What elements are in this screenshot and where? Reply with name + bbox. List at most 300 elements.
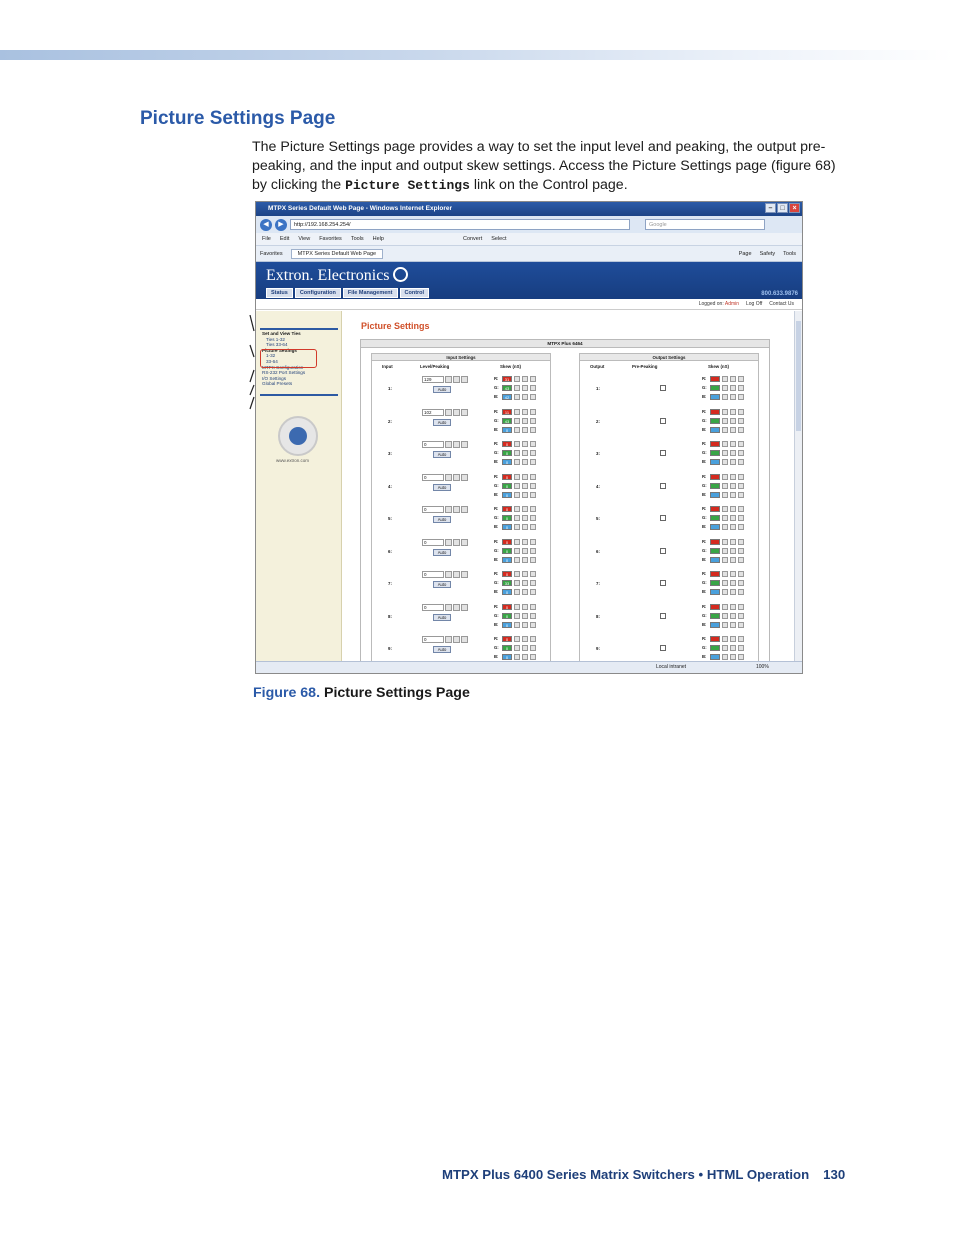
skew-value[interactable] [710, 571, 720, 577]
chevron-down-icon[interactable] [722, 394, 728, 400]
level-peaking-field[interactable]: 0 [422, 474, 444, 481]
menu-edit[interactable]: Edit [279, 236, 290, 242]
chevron-down-icon[interactable] [722, 409, 728, 415]
chevron-down-icon[interactable] [722, 604, 728, 610]
plus-icon[interactable] [522, 483, 528, 489]
skew-value[interactable]: 0 [502, 622, 512, 628]
chevron-down-icon[interactable] [722, 548, 728, 554]
skew-value[interactable]: 0 [502, 427, 512, 433]
plus-icon[interactable] [730, 492, 736, 498]
minus-icon[interactable] [530, 515, 536, 521]
skew-value[interactable]: 0 [502, 589, 512, 595]
chevron-down-icon[interactable] [514, 492, 520, 498]
minus-icon[interactable] [530, 418, 536, 424]
menu-help[interactable]: Help [372, 236, 384, 242]
skew-value[interactable]: 0 [502, 548, 512, 554]
chevron-down-icon[interactable] [445, 636, 452, 643]
minus-icon[interactable] [461, 506, 468, 513]
level-peaking-field[interactable]: 0 [422, 604, 444, 611]
plus-icon[interactable] [730, 524, 736, 530]
chevron-down-icon[interactable] [445, 506, 452, 513]
chevron-down-icon[interactable] [722, 524, 728, 530]
skew-value[interactable]: 42 [502, 394, 512, 400]
chevron-down-icon[interactable] [514, 524, 520, 530]
skew-value[interactable] [710, 515, 720, 521]
log-off-link[interactable]: Log Off [746, 301, 763, 307]
pre-peaking-checkbox[interactable] [660, 450, 666, 456]
chevron-down-icon[interactable] [514, 557, 520, 563]
skew-value[interactable] [710, 645, 720, 651]
plus-icon[interactable] [522, 409, 528, 415]
chevron-down-icon[interactable] [722, 571, 728, 577]
search-field[interactable]: Google [645, 219, 765, 230]
chevron-down-icon[interactable] [514, 474, 520, 480]
minus-icon[interactable] [738, 539, 744, 545]
skew-value[interactable] [710, 557, 720, 563]
chevron-down-icon[interactable] [445, 409, 452, 416]
browser-tab[interactable]: MTPX Series Default Web Page [291, 249, 383, 259]
scrollbar[interactable] [794, 311, 802, 662]
sidebar-item-picture-settings[interactable]: Picture Settings [262, 347, 297, 353]
skew-value[interactable]: 0 [502, 539, 512, 545]
minus-icon[interactable] [461, 539, 468, 546]
chevron-down-icon[interactable] [514, 589, 520, 595]
minus-icon[interactable] [738, 459, 744, 465]
level-peaking-field[interactable]: 0 [422, 539, 444, 546]
chevron-down-icon[interactable] [514, 506, 520, 512]
plus-icon[interactable] [522, 394, 528, 400]
plus-icon[interactable] [453, 636, 460, 643]
plus-icon[interactable] [453, 604, 460, 611]
chevron-down-icon[interactable] [722, 483, 728, 489]
minus-icon[interactable] [738, 376, 744, 382]
skew-value[interactable] [710, 409, 720, 415]
minus-icon[interactable] [738, 557, 744, 563]
minus-icon[interactable] [738, 441, 744, 447]
chevron-down-icon[interactable] [514, 418, 520, 424]
minus-icon[interactable] [461, 441, 468, 448]
chevron-down-icon[interactable] [722, 459, 728, 465]
plus-icon[interactable] [453, 409, 460, 416]
pre-peaking-checkbox[interactable] [660, 385, 666, 391]
zoom-level[interactable]: 100% [756, 664, 769, 670]
chevron-down-icon[interactable] [722, 418, 728, 424]
chevron-down-icon[interactable] [722, 492, 728, 498]
plus-icon[interactable] [730, 636, 736, 642]
skew-value[interactable] [710, 654, 720, 660]
minus-icon[interactable] [738, 506, 744, 512]
chevron-down-icon[interactable] [514, 539, 520, 545]
chevron-down-icon[interactable] [722, 589, 728, 595]
minus-icon[interactable] [530, 385, 536, 391]
chevron-down-icon[interactable] [445, 571, 452, 578]
auto-button[interactable]: Auto [433, 484, 451, 491]
plus-icon[interactable] [730, 539, 736, 545]
menu-file[interactable]: File [262, 236, 271, 242]
minus-icon[interactable] [738, 604, 744, 610]
plus-icon[interactable] [730, 394, 736, 400]
chevron-down-icon[interactable] [514, 622, 520, 628]
minus-icon[interactable] [738, 515, 744, 521]
minus-icon[interactable] [530, 557, 536, 563]
skew-value[interactable]: 0 [502, 613, 512, 619]
minus-icon[interactable] [461, 571, 468, 578]
chevron-down-icon[interactable] [722, 515, 728, 521]
minus-icon[interactable] [461, 376, 468, 383]
tab-control[interactable]: Control [400, 288, 430, 298]
chevron-down-icon[interactable] [722, 539, 728, 545]
menu-tools[interactable]: Tools [350, 236, 364, 242]
chevron-down-icon[interactable] [722, 557, 728, 563]
select-button[interactable]: Select [491, 236, 507, 242]
skew-value[interactable] [710, 604, 720, 610]
sidebar-item-rs232[interactable]: RS-232 Port Settings [262, 370, 306, 376]
auto-button[interactable]: Auto [433, 516, 451, 523]
plus-icon[interactable] [730, 571, 736, 577]
level-peaking-field[interactable]: 129 [422, 376, 444, 383]
minus-icon[interactable] [530, 427, 536, 433]
plus-icon[interactable] [522, 613, 528, 619]
chevron-down-icon[interactable] [514, 394, 520, 400]
chevron-down-icon[interactable] [722, 385, 728, 391]
minus-icon[interactable] [738, 589, 744, 595]
chevron-down-icon[interactable] [722, 613, 728, 619]
chevron-down-icon[interactable] [514, 515, 520, 521]
close-icon[interactable]: × [789, 203, 800, 213]
plus-icon[interactable] [730, 580, 736, 586]
auto-button[interactable]: Auto [433, 549, 451, 556]
skew-value[interactable]: 43 [502, 418, 512, 424]
convert-button[interactable]: Convert [462, 236, 483, 242]
auto-button[interactable]: Auto [433, 614, 451, 621]
skew-value[interactable]: 0 [502, 474, 512, 480]
minus-icon[interactable] [530, 622, 536, 628]
chevron-down-icon[interactable] [514, 604, 520, 610]
plus-icon[interactable] [522, 441, 528, 447]
safety-menu[interactable]: Safety [759, 250, 776, 257]
skew-value[interactable]: 0 [502, 515, 512, 521]
minus-icon[interactable] [530, 636, 536, 642]
pre-peaking-checkbox[interactable] [660, 483, 666, 489]
plus-icon[interactable] [730, 645, 736, 651]
chevron-down-icon[interactable] [722, 580, 728, 586]
tab-configuration[interactable]: Configuration [295, 288, 341, 298]
tab-file-management[interactable]: File Management [343, 288, 398, 298]
pre-peaking-checkbox[interactable] [660, 645, 666, 651]
plus-icon[interactable] [730, 450, 736, 456]
minus-icon[interactable] [530, 483, 536, 489]
chevron-down-icon[interactable] [514, 483, 520, 489]
skew-value[interactable] [710, 539, 720, 545]
chevron-down-icon[interactable] [514, 548, 520, 554]
skew-value[interactable]: 31 [502, 376, 512, 382]
skew-value[interactable]: 0 [502, 604, 512, 610]
chevron-down-icon[interactable] [514, 613, 520, 619]
plus-icon[interactable] [730, 376, 736, 382]
skew-value[interactable]: 0 [502, 441, 512, 447]
menu-favorites[interactable]: Favorites [319, 236, 342, 242]
sidebar-item-ties-1-32[interactable]: Ties 1-32 [266, 336, 285, 342]
plus-icon[interactable] [730, 409, 736, 415]
sidebar-item-io-settings[interactable]: I/O Settings [262, 375, 287, 381]
minus-icon[interactable] [738, 474, 744, 480]
minus-icon[interactable] [530, 571, 536, 577]
chevron-down-icon[interactable] [514, 580, 520, 586]
minus-icon[interactable] [738, 409, 744, 415]
minus-icon[interactable] [530, 645, 536, 651]
minus-icon[interactable] [461, 604, 468, 611]
plus-icon[interactable] [453, 474, 460, 481]
minus-icon[interactable] [738, 483, 744, 489]
plus-icon[interactable] [730, 622, 736, 628]
minus-icon[interactable] [461, 409, 468, 416]
chevron-down-icon[interactable] [722, 654, 728, 660]
pre-peaking-checkbox[interactable] [660, 548, 666, 554]
auto-button[interactable]: Auto [433, 386, 451, 393]
chevron-down-icon[interactable] [514, 645, 520, 651]
skew-value[interactable]: 0 [502, 483, 512, 489]
minus-icon[interactable] [738, 450, 744, 456]
chevron-down-icon[interactable] [514, 654, 520, 660]
skew-value[interactable]: 33 [502, 580, 512, 586]
skew-value[interactable] [710, 483, 720, 489]
chevron-down-icon[interactable] [514, 376, 520, 382]
minus-icon[interactable] [738, 548, 744, 554]
skew-value[interactable] [710, 441, 720, 447]
minus-icon[interactable] [738, 385, 744, 391]
chevron-down-icon[interactable] [722, 645, 728, 651]
skew-value[interactable] [710, 524, 720, 530]
plus-icon[interactable] [453, 539, 460, 546]
skew-value[interactable] [710, 394, 720, 400]
minus-icon[interactable] [738, 580, 744, 586]
plus-icon[interactable] [522, 557, 528, 563]
auto-button[interactable]: Auto [433, 581, 451, 588]
level-peaking-field[interactable]: 0 [422, 441, 444, 448]
plus-icon[interactable] [522, 492, 528, 498]
plus-icon[interactable] [522, 450, 528, 456]
minus-icon[interactable] [738, 418, 744, 424]
skew-value[interactable]: 11 [502, 409, 512, 415]
maximize-icon[interactable]: □ [777, 203, 788, 213]
tab-status[interactable]: Status [266, 288, 293, 298]
plus-icon[interactable] [522, 524, 528, 530]
skew-value[interactable] [710, 459, 720, 465]
plus-icon[interactable] [522, 427, 528, 433]
plus-icon[interactable] [730, 613, 736, 619]
plus-icon[interactable] [730, 506, 736, 512]
minus-icon[interactable] [738, 394, 744, 400]
skew-value[interactable] [710, 589, 720, 595]
menu-view[interactable]: View [298, 236, 311, 242]
chevron-down-icon[interactable] [514, 459, 520, 465]
minus-icon[interactable] [530, 492, 536, 498]
minus-icon[interactable] [738, 613, 744, 619]
plus-icon[interactable] [522, 548, 528, 554]
skew-value[interactable] [710, 427, 720, 433]
auto-button[interactable]: Auto [433, 451, 451, 458]
minus-icon[interactable] [530, 441, 536, 447]
chevron-down-icon[interactable] [722, 427, 728, 433]
chevron-down-icon[interactable] [514, 571, 520, 577]
contact-link[interactable]: Contact Us [769, 301, 794, 307]
minus-icon[interactable] [530, 506, 536, 512]
chevron-down-icon[interactable] [514, 427, 520, 433]
minus-icon[interactable] [461, 636, 468, 643]
plus-icon[interactable] [522, 506, 528, 512]
minus-icon[interactable] [530, 580, 536, 586]
plus-icon[interactable] [522, 376, 528, 382]
pre-peaking-checkbox[interactable] [660, 418, 666, 424]
plus-icon[interactable] [730, 385, 736, 391]
plus-icon[interactable] [730, 418, 736, 424]
plus-icon[interactable] [522, 385, 528, 391]
minus-icon[interactable] [738, 645, 744, 651]
plus-icon[interactable] [730, 557, 736, 563]
skew-value[interactable] [710, 580, 720, 586]
plus-icon[interactable] [453, 506, 460, 513]
auto-button[interactable]: Auto [433, 419, 451, 426]
sidebar-item-ties-33-64[interactable]: Ties 33-64 [266, 342, 288, 348]
level-peaking-field[interactable]: 102 [422, 409, 444, 416]
minus-icon[interactable] [530, 409, 536, 415]
minus-icon[interactable] [530, 604, 536, 610]
plus-icon[interactable] [522, 654, 528, 660]
plus-icon[interactable] [730, 459, 736, 465]
auto-button[interactable]: Auto [433, 646, 451, 653]
sidebar-item-ps-33-64[interactable]: 33-64 [266, 358, 278, 364]
skew-value[interactable] [710, 385, 720, 391]
plus-icon[interactable] [730, 654, 736, 660]
plus-icon[interactable] [730, 589, 736, 595]
plus-icon[interactable] [730, 483, 736, 489]
plus-icon[interactable] [730, 427, 736, 433]
minus-icon[interactable] [530, 589, 536, 595]
level-peaking-field[interactable]: 0 [422, 506, 444, 513]
tools-menu[interactable]: Tools [783, 250, 796, 257]
chevron-down-icon[interactable] [722, 441, 728, 447]
minus-icon[interactable] [738, 492, 744, 498]
skew-value[interactable] [710, 492, 720, 498]
skew-value[interactable] [710, 450, 720, 456]
chevron-down-icon[interactable] [514, 409, 520, 415]
plus-icon[interactable] [522, 539, 528, 545]
plus-icon[interactable] [453, 376, 460, 383]
favorites-button[interactable]: Favorites [260, 250, 283, 257]
skew-value[interactable]: 0 [502, 557, 512, 563]
chevron-down-icon[interactable] [445, 441, 452, 448]
minus-icon[interactable] [530, 524, 536, 530]
minus-icon[interactable] [738, 654, 744, 660]
chevron-down-icon[interactable] [722, 450, 728, 456]
skew-value[interactable]: 0 [502, 636, 512, 642]
minus-icon[interactable] [530, 376, 536, 382]
skew-value[interactable] [710, 613, 720, 619]
plus-icon[interactable] [453, 571, 460, 578]
chevron-down-icon[interactable] [445, 376, 452, 383]
minus-icon[interactable] [530, 474, 536, 480]
plus-icon[interactable] [522, 580, 528, 586]
plus-icon[interactable] [522, 645, 528, 651]
plus-icon[interactable] [522, 622, 528, 628]
sidebar-item-ps-1-32[interactable]: 1-32 [266, 353, 276, 359]
plus-icon[interactable] [522, 474, 528, 480]
skew-value[interactable]: 0 [502, 654, 512, 660]
skew-value[interactable]: 0 [502, 450, 512, 456]
chevron-down-icon[interactable] [514, 450, 520, 456]
plus-icon[interactable] [522, 636, 528, 642]
pre-peaking-checkbox[interactable] [660, 515, 666, 521]
skew-value[interactable] [710, 548, 720, 554]
sidebar-item-global-presets[interactable]: Global Presets [262, 381, 293, 387]
chevron-down-icon[interactable] [445, 474, 452, 481]
chevron-down-icon[interactable] [722, 474, 728, 480]
skew-value[interactable]: 43 [502, 385, 512, 391]
chevron-down-icon[interactable] [722, 506, 728, 512]
plus-icon[interactable] [730, 515, 736, 521]
plus-icon[interactable] [730, 548, 736, 554]
plus-icon[interactable] [522, 604, 528, 610]
skew-value[interactable]: 0 [502, 524, 512, 530]
minus-icon[interactable] [738, 622, 744, 628]
pre-peaking-checkbox[interactable] [660, 580, 666, 586]
plus-icon[interactable] [453, 441, 460, 448]
minus-icon[interactable] [530, 613, 536, 619]
skew-value[interactable]: 0 [502, 645, 512, 651]
plus-icon[interactable] [730, 604, 736, 610]
chevron-down-icon[interactable] [514, 441, 520, 447]
plus-icon[interactable] [730, 474, 736, 480]
plus-icon[interactable] [522, 459, 528, 465]
minus-icon[interactable] [738, 524, 744, 530]
minus-icon[interactable] [530, 548, 536, 554]
chevron-down-icon[interactable] [722, 376, 728, 382]
minimize-icon[interactable]: – [765, 203, 776, 213]
minus-icon[interactable] [738, 571, 744, 577]
skew-value[interactable]: 0 [502, 506, 512, 512]
skew-value[interactable]: 0 [502, 459, 512, 465]
skew-value[interactable]: 0 [502, 571, 512, 577]
sidebar-item-mtpx-configuration[interactable]: MTPX Configuration [262, 364, 304, 370]
minus-icon[interactable] [738, 427, 744, 433]
minus-icon[interactable] [530, 654, 536, 660]
level-peaking-field[interactable]: 0 [422, 636, 444, 643]
minus-icon[interactable] [530, 459, 536, 465]
chevron-down-icon[interactable] [722, 622, 728, 628]
scrollbar-thumb[interactable] [796, 321, 801, 431]
skew-value[interactable] [710, 376, 720, 382]
skew-value[interactable] [710, 636, 720, 642]
url-field[interactable]: http://192.168.254.254/ [290, 219, 630, 230]
plus-icon[interactable] [522, 418, 528, 424]
plus-icon[interactable] [730, 441, 736, 447]
plus-icon[interactable] [522, 589, 528, 595]
skew-value[interactable] [710, 506, 720, 512]
chevron-down-icon[interactable] [445, 539, 452, 546]
forward-icon[interactable]: ▶ [275, 219, 287, 231]
chevron-down-icon[interactable] [445, 604, 452, 611]
pre-peaking-checkbox[interactable] [660, 613, 666, 619]
minus-icon[interactable] [530, 394, 536, 400]
skew-value[interactable] [710, 622, 720, 628]
plus-icon[interactable] [522, 515, 528, 521]
minus-icon[interactable] [530, 450, 536, 456]
minus-icon[interactable] [738, 636, 744, 642]
chevron-down-icon[interactable] [514, 636, 520, 642]
minus-icon[interactable] [461, 474, 468, 481]
skew-value[interactable]: 0 [502, 492, 512, 498]
skew-value[interactable] [710, 474, 720, 480]
